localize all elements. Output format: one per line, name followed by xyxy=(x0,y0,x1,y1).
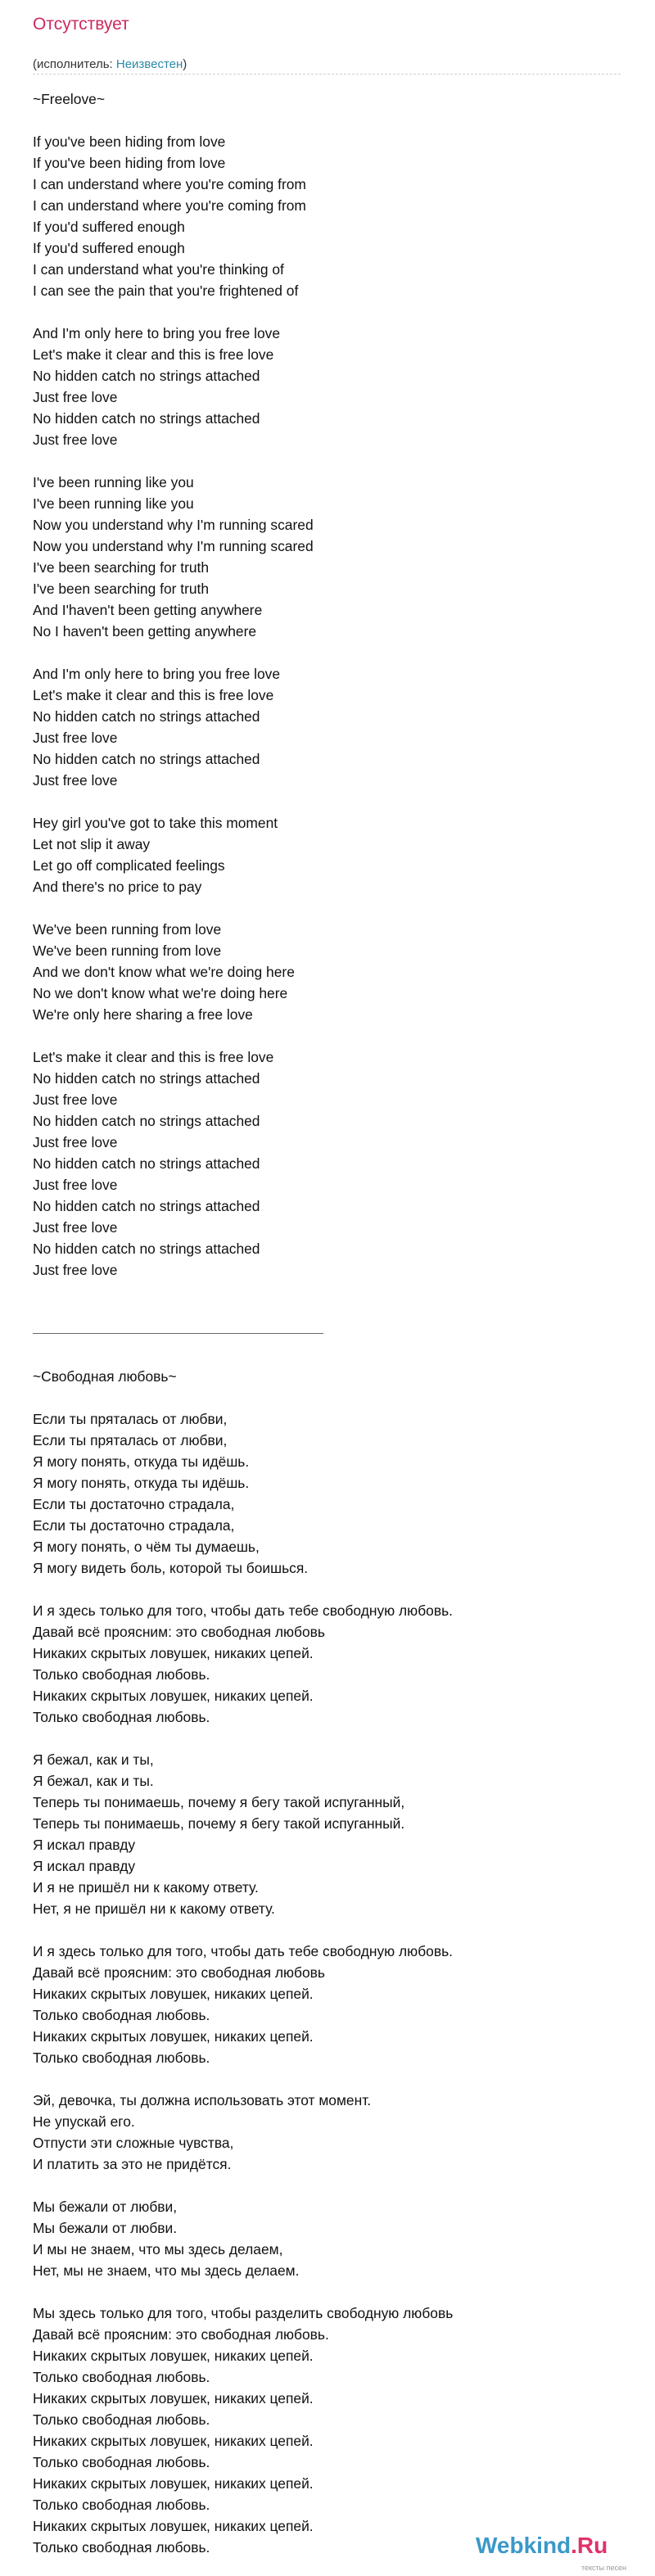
lyric-line: We've been running from love xyxy=(33,921,222,938)
lyric-line: No hidden catch no strings attached xyxy=(33,1070,260,1087)
lyric-line: И платить за это не придётся. xyxy=(33,2156,232,2172)
logo-tld: .Ru xyxy=(571,2533,608,2558)
lyric-line: Давай всё проясним: это свободная любовь xyxy=(33,1964,325,1981)
lyric-line: Давай всё проясним: это свободная любовь. xyxy=(33,2326,329,2343)
lyric-line: We've been running from love xyxy=(33,942,222,959)
lyric-line: Just free love xyxy=(33,1134,118,1150)
lyric-line: Никаких скрытых ловушек, никаких цепей. xyxy=(33,1986,314,2002)
lyric-line: No we don't know what we're doing here xyxy=(33,985,288,1001)
lyric-line: Никаких скрытых ловушек, никаких цепей. xyxy=(33,1645,314,1661)
logo-word: Webkind xyxy=(476,2533,571,2558)
lyric-line: Никаких скрытых ловушек, никаких цепей. xyxy=(33,2390,314,2407)
lyric-line: Если ты достаточно страдала, xyxy=(33,1496,235,1512)
lyric-line: И я здесь только для того, чтобы дать тебе свободную любовь. xyxy=(33,1943,453,1959)
lyric-line: No hidden catch no strings attached xyxy=(33,1113,260,1129)
lyric-line: И я здесь только для того, чтобы дать тебе свободную любовь. xyxy=(33,1602,453,1619)
lyric-line: Just free love xyxy=(33,432,118,448)
lyric-line: Эй, девочка, ты должна использовать этот момент. xyxy=(33,2092,372,2108)
lyric-blank-line xyxy=(33,642,622,663)
lyric-line: Теперь ты понимаешь, почему я бегу такой испуганный, xyxy=(33,1794,405,1810)
lyric-line: Just free love xyxy=(33,772,118,789)
logo-tagline: тексты песен xyxy=(580,2564,626,2572)
lyric-line: Just free love xyxy=(33,389,118,405)
lyric-line: Я бежал, как и ты, xyxy=(33,1751,154,1768)
lyric-line: ~Freelove~ xyxy=(33,91,105,107)
lyric-line: Никаких скрытых ловушек, никаких цепей. xyxy=(33,2028,314,2045)
lyric-line: And we don't know what we're doing here xyxy=(33,964,295,980)
lyric-line: Мы бежали от любви. xyxy=(33,2220,178,2236)
lyric-line: Now you understand why I'm running scared xyxy=(33,517,314,533)
lyric-line: And I'm only here to bring you free love xyxy=(33,325,281,341)
lyric-line: Только свободная любовь. xyxy=(33,1709,210,1725)
lyric-line: I've been running like you xyxy=(33,495,194,512)
lyric-blank-line xyxy=(33,1344,622,1366)
lyric-blank-line xyxy=(33,1728,622,1749)
lyric-line: Никаких скрытых ловушек, никаких цепей. xyxy=(33,2518,314,2534)
lyric-blank-line xyxy=(33,1387,622,1408)
lyric-line: Отпусти эти сложные чувства, xyxy=(33,2135,234,2151)
lyric-blank-line xyxy=(33,450,622,472)
lyric-line: If you'd suffered enough xyxy=(33,240,185,256)
lyric-line: And I'm only here to bring you free love xyxy=(33,666,281,682)
lyric-line: ~Свободная любовь~ xyxy=(33,1368,177,1385)
artist-prefix: (исполнитель: xyxy=(33,57,116,71)
lyric-line: No hidden catch no strings attached xyxy=(33,410,260,427)
lyric-line: Никаких скрытых ловушек, никаких цепей. xyxy=(33,1688,314,1704)
lyric-line: And I'haven't been getting anywhere xyxy=(33,602,263,618)
header-divider xyxy=(33,74,621,75)
lyric-line: Я могу видеть боль, которой ты боишься. xyxy=(33,1560,309,1576)
lyric-line: Теперь ты понимаешь, почему я бегу такой испуганный. xyxy=(33,1815,405,1832)
lyric-line: Just free love xyxy=(33,730,118,746)
lyrics-separator-rule xyxy=(33,1323,622,1344)
lyric-line: No hidden catch no strings attached xyxy=(33,708,260,725)
lyric-line: И я не пришёл ни к какому ответу. xyxy=(33,1879,259,1896)
lyric-line: Let's make it clear and this is free love xyxy=(33,687,274,703)
lyric-line: Я могу понять, о чём ты думаешь, xyxy=(33,1539,260,1555)
lyric-blank-line xyxy=(33,2281,622,2303)
lyric-blank-line xyxy=(33,301,622,323)
lyric-line: No hidden catch no strings attached xyxy=(33,368,260,384)
lyric-line: Только свободная любовь. xyxy=(33,2050,210,2066)
lyric-line: I can see the pain that you're frightened of xyxy=(33,282,299,299)
lyric-line: Нет, мы не знаем, что мы здесь делаем. xyxy=(33,2262,300,2279)
lyric-line: No hidden catch no strings attached xyxy=(33,1155,260,1172)
lyric-line: Let's make it clear and this is free love xyxy=(33,346,274,363)
lyric-line: Никаких скрытых ловушек, никаких цепей. xyxy=(33,2433,314,2449)
lyric-line: Я бежал, как и ты. xyxy=(33,1773,154,1789)
lyric-line: Только свободная любовь. xyxy=(33,2539,210,2556)
lyric-line: Только свободная любовь. xyxy=(33,2411,210,2428)
lyric-line: I've been searching for truth xyxy=(33,581,210,597)
lyric-line: No hidden catch no strings attached xyxy=(33,1241,260,1257)
lyric-blank-line xyxy=(33,1025,622,1046)
lyric-line: If you've been hiding from love xyxy=(33,155,226,171)
artist-link[interactable]: Неизвестен xyxy=(115,57,183,71)
lyric-line: I've been searching for truth xyxy=(33,559,210,576)
lyric-line: Let not slip it away xyxy=(33,836,151,852)
lyric-line: Hey girl you've got to take this moment xyxy=(33,815,278,831)
logo-wordmark xyxy=(476,2533,631,2559)
lyric-line: Мы бежали от любви, xyxy=(33,2199,178,2215)
lyric-line: Давай всё проясним: это свободная любовь xyxy=(33,1624,325,1640)
lyric-line: Если ты пряталась от любви, xyxy=(33,1411,228,1427)
lyric-blank-line xyxy=(33,791,622,812)
lyric-line: Let go off complicated feelings xyxy=(33,857,225,874)
lyric-line: Я искал правду xyxy=(33,1837,136,1853)
lyric-line: No hidden catch no strings attached xyxy=(33,1198,260,1214)
lyric-line: If you've been hiding from love xyxy=(33,133,226,150)
lyric-line: No hidden catch no strings attached xyxy=(33,751,260,767)
lyric-blank-line xyxy=(33,1281,622,1302)
site-logo[interactable] xyxy=(476,2533,631,2570)
lyric-line: Никаких скрытых ловушек, никаких цепей. xyxy=(33,2348,314,2364)
lyric-line: Just free love xyxy=(33,1091,118,1108)
lyric-line: Только свободная любовь. xyxy=(33,2497,210,2513)
lyric-line: Только свободная любовь. xyxy=(33,2369,210,2385)
lyric-line: Just free love xyxy=(33,1177,118,1193)
lyric-line: И мы не знаем, что мы здесь делаем, xyxy=(33,2241,283,2257)
lyric-line: Just free love xyxy=(33,1219,118,1236)
lyric-line: I can understand where you're coming from xyxy=(33,176,306,192)
lyric-line: If you'd suffered enough xyxy=(33,219,185,235)
lyric-line: I've been running like you xyxy=(33,474,194,490)
lyric-line: And there's no price to pay xyxy=(33,879,202,895)
lyric-line: Если ты достаточно страдала, xyxy=(33,1517,235,1534)
lyric-blank-line xyxy=(33,1919,622,1941)
lyric-line: Let's make it clear and this is free love xyxy=(33,1049,274,1065)
lyric-blank-line xyxy=(33,1579,622,1600)
lyric-blank-line xyxy=(33,2068,622,2090)
lyric-line: Я могу понять, откуда ты идёшь. xyxy=(33,1475,250,1491)
lyric-line: Мы здесь только для того, чтобы разделить свободную любовь xyxy=(33,2305,454,2321)
lyrics-text xyxy=(33,88,622,2558)
lyric-line: Я могу понять, откуда ты идёшь. xyxy=(33,1453,250,1470)
lyric-line: Just free love xyxy=(33,1262,118,1278)
lyric-line: We're only here sharing a free love xyxy=(33,1006,253,1023)
artist-suffix: ) xyxy=(183,57,187,71)
lyric-line: Никаких скрытых ловушек, никаких цепей. xyxy=(33,2475,314,2492)
lyric-line: I can understand what you're thinking of xyxy=(33,261,284,278)
lyric-line: Не упускай его. xyxy=(33,2113,135,2130)
lyric-line: Только свободная любовь. xyxy=(33,1666,210,1683)
lyric-blank-line xyxy=(33,897,622,919)
lyric-line: Только свободная любовь. xyxy=(33,2454,210,2470)
lyric-line: Если ты пряталась от любви, xyxy=(33,1432,228,1448)
lyric-line: No I haven't been getting anywhere xyxy=(33,623,257,639)
lyric-line: I can understand where you're coming from xyxy=(33,197,306,214)
lyric-line: Только свободная любовь. xyxy=(33,2007,210,2023)
lyric-line: Now you understand why I'm running scared xyxy=(33,538,314,554)
artist-line xyxy=(33,57,187,71)
song-title: Отсутствует xyxy=(33,15,129,34)
lyric-blank-line xyxy=(33,110,622,131)
lyric-line: Нет, я не пришёл ни к какому ответу. xyxy=(33,1900,275,1917)
lyric-blank-line xyxy=(33,2175,622,2196)
lyric-line: Я искал правду xyxy=(33,1858,136,1874)
lyric-blank-line xyxy=(33,1302,622,1323)
